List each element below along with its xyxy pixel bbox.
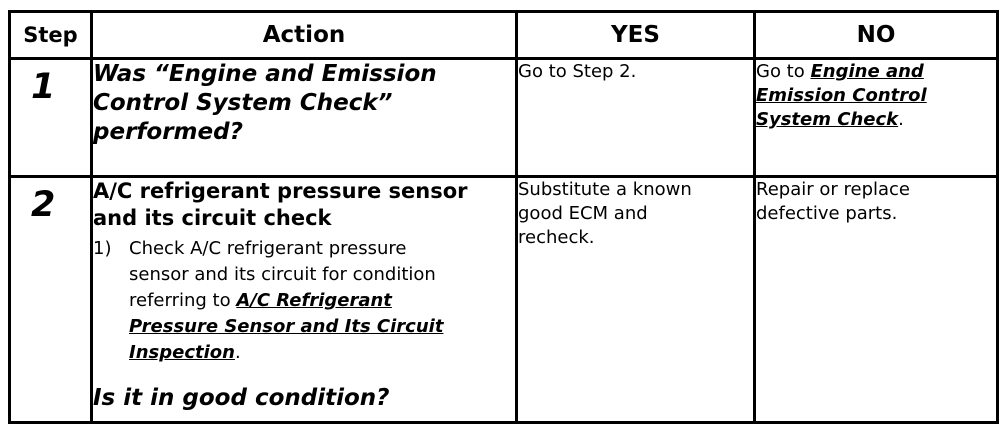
step-number: 1 [31, 67, 56, 107]
header-action: Action [92, 12, 517, 59]
engine-emission-check-link[interactable]: Engine and [810, 61, 924, 82]
action-question: Is it in good condition? [93, 385, 390, 411]
step-cell [10, 177, 92, 423]
no-line [756, 108, 996, 132]
engine-emission-check-link[interactable]: System Check [756, 109, 899, 130]
action-question-line: performed? [93, 119, 243, 145]
header-row [10, 12, 998, 59]
sub-step-body [129, 236, 515, 366]
sub-step-line: sensor and its circuit for condition [129, 264, 436, 285]
action-title-line: and its circuit check [93, 206, 332, 230]
sub-step-line [129, 340, 515, 366]
sub-step-line [129, 314, 515, 340]
no-suffix: . [898, 109, 904, 130]
yes-cell [517, 59, 755, 177]
ac-sensor-inspection-link[interactable]: Pressure Sensor and Its Circuit [129, 316, 444, 337]
engine-emission-check-link[interactable]: Emission Control [756, 85, 927, 106]
table-row [10, 59, 998, 177]
no-prefix: Go to [756, 61, 811, 82]
header-step: Step [10, 12, 92, 59]
ac-sensor-inspection-link[interactable]: A/C Refrigerant [236, 290, 392, 311]
action-cell [92, 59, 517, 177]
sub-step-number: 1) [93, 238, 112, 259]
no-line: defective parts. [756, 203, 898, 224]
action-title-line: A/C refrigerant pressure sensor [93, 179, 468, 203]
no-line [756, 84, 996, 108]
table-row [10, 177, 998, 423]
no-cell [755, 59, 998, 177]
yes-line: good ECM and [518, 203, 648, 224]
no-line [756, 60, 996, 84]
sub-step-line [129, 288, 515, 314]
sub-step-line: Check A/C refrigerant pressure [129, 238, 407, 259]
action-question-line: Control System Check” [93, 90, 393, 116]
step-cell [10, 59, 92, 177]
sub-step [93, 236, 515, 366]
diagnostic-table [8, 10, 999, 424]
sub-step-suffix: . [234, 342, 241, 363]
yes-line: Substitute a known [518, 179, 692, 200]
yes-line: recheck. [518, 227, 595, 248]
header-yes: YES [517, 12, 755, 59]
no-line: Repair or replace [756, 179, 910, 200]
header-no: NO [755, 12, 998, 59]
step-number: 2 [31, 185, 56, 225]
ac-sensor-inspection-link[interactable]: Inspection [129, 342, 235, 363]
action-question-line: Was “Engine and Emission [93, 61, 437, 87]
action-cell [92, 177, 517, 423]
no-cell [755, 177, 998, 423]
sub-step-lead: referring to [129, 290, 237, 311]
yes-text: Go to Step 2. [518, 61, 637, 82]
yes-cell [517, 177, 755, 423]
